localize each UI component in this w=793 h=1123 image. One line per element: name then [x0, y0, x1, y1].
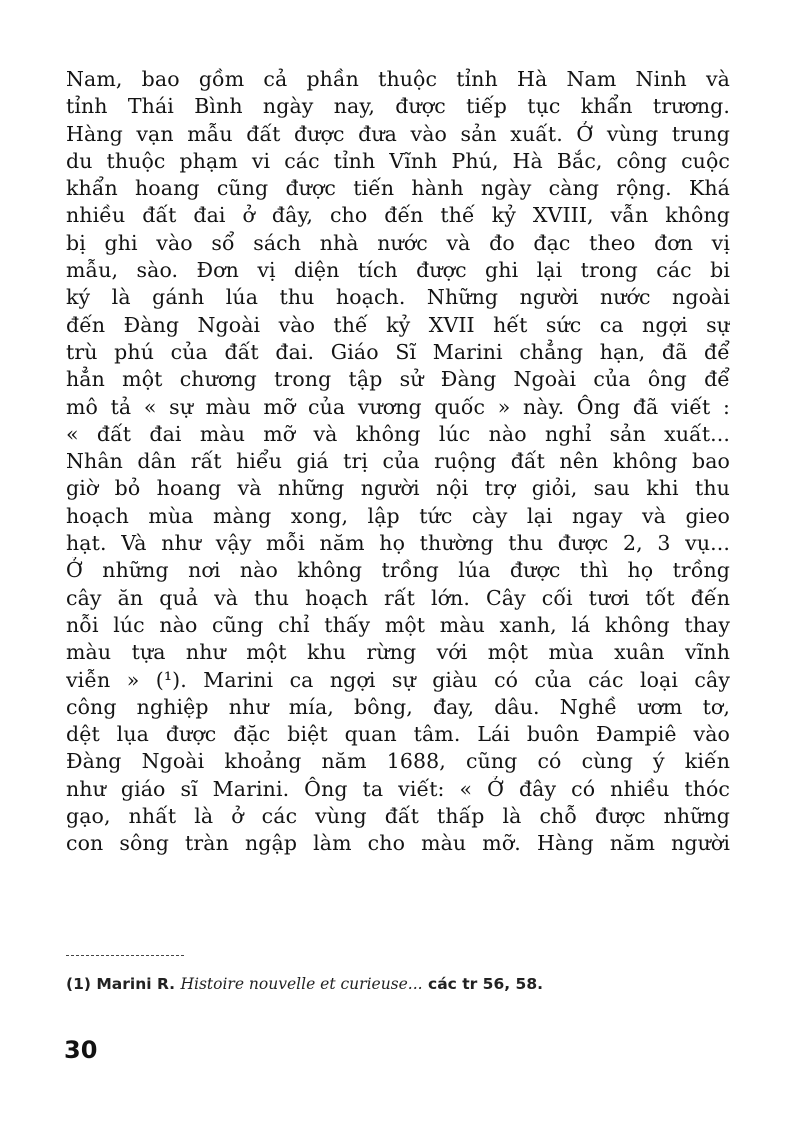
text-line: hoạch mùa màng xong, lập tức cày lại ngay và gieo: [66, 503, 730, 528]
text-line: bị ghi vào sổ sách nhà nước và đo đạc theo đơn vị: [66, 230, 730, 255]
text-line: gạo, nhất là ở các vùng đất thấp là chỗ được những: [66, 804, 730, 829]
body-text: [66, 66, 730, 858]
text-line: như giáo sĩ Marini. Ông ta viết: « Ở đây có nhiều thóc: [66, 776, 730, 801]
text-line: Nam, bao gồm cả phần thuộc tỉnh Hà Nam Ninh và: [66, 67, 730, 91]
footnote-pages: các tr 56, 58.: [428, 975, 543, 993]
text-line: trù phú của đất đai. Giáo Sĩ Marini chẳng hạn, đã để: [66, 339, 730, 364]
text-line: công nghiệp như mía, bông, đay, dâu. Nghề ươm tơ,: [66, 694, 730, 719]
text-line: mẫu, sào. Đơn vị diện tích được ghi lại trong các bi: [66, 258, 730, 283]
text-line: cây ăn quả và thu hoạch rất lớn. Cây cối tươi tốt đến: [66, 585, 730, 610]
footnote-title: Histoire nouvelle et curieuse...: [180, 975, 423, 993]
footnote-divider: [66, 955, 184, 956]
text-line: viễn » (¹). Marini ca ngợi sự giàu có của các loại cây: [66, 667, 730, 692]
text-line: mô tả « sự màu mỡ của vương quốc » này. Ông đã viết :: [66, 394, 730, 419]
text-line: Đàng Ngoài khoảng năm 1688, cũng có cùng ý kiến: [66, 749, 730, 774]
text-line: Ở những nơi nào không trồng lúa được thì họ trồng: [66, 558, 730, 583]
text-line: con sông tràn ngập làm cho màu mỡ. Hàng năm người: [66, 831, 730, 856]
text-line: nhiều đất đai ở đây, cho đến thế kỷ XVIII, vẫn không: [66, 203, 730, 228]
text-line: hạt. Và như vậy mỗi năm họ thường thu được 2, 3 vụ...: [66, 531, 730, 556]
footnote-marker: (1): [66, 975, 91, 993]
text-line: dệt lụa được đặc biệt quan tâm. Lái buôn Đampiê vào: [66, 722, 730, 747]
text-line: màu tựa như một khu rừng với một mùa xuân vĩnh: [66, 640, 730, 665]
page-number: 30: [64, 1036, 98, 1064]
text-line: « đất đai màu mỡ và không lúc nào nghỉ sản xuất...: [66, 421, 730, 446]
text-line: Hàng vạn mẫu đất được đưa vào sản xuất. Ở vùng trung: [66, 121, 730, 146]
text-line: giờ bỏ hoang và những người nội trợ giỏi, sau khi thu: [66, 476, 730, 501]
text-line: hẳn một chương trong tập sử Đàng Ngoài của ông để: [66, 367, 730, 392]
text-line: khẩn hoang cũng được tiến hành ngày càng rộng. Khá: [66, 176, 730, 201]
text-line: đến Đàng Ngoài vào thế kỷ XVII hết sức ca ngợi sự: [66, 312, 730, 337]
text-line: du thuộc phạm vi các tỉnh Vĩnh Phú, Hà Bắc, công cuộc: [66, 148, 730, 173]
text-line: nỗi lúc nào cũng chỉ thấy một màu xanh, lá không thay: [66, 612, 730, 637]
text-line: Nhân dân rất hiểu giá trị của ruộng đất nên không bao: [66, 449, 730, 474]
text-line: tỉnh Thái Bình ngày nay, được tiếp tục khẩn trương.: [66, 94, 730, 119]
text-line: ký là gánh lúa thu hoạch. Những người nước ngoài: [66, 285, 730, 310]
footnote-author: Marini R.: [96, 975, 176, 993]
footnote: [66, 974, 730, 994]
